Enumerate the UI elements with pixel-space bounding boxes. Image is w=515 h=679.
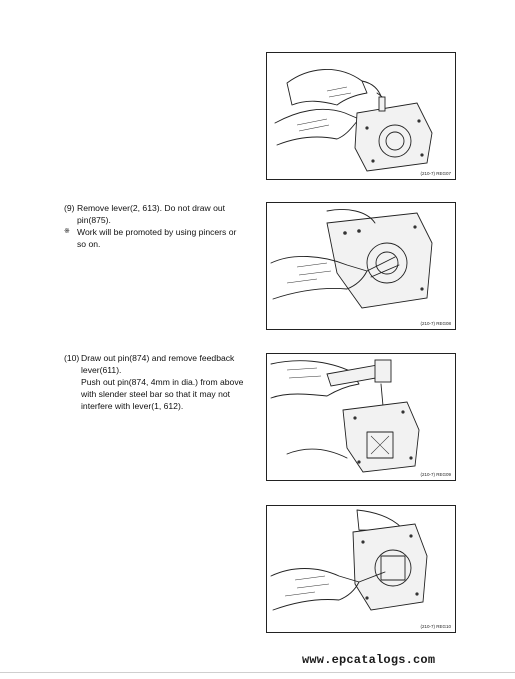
step-note bbox=[64, 226, 246, 250]
figure-caption: (210-7) REG07 bbox=[420, 171, 451, 176]
step-10 bbox=[64, 352, 246, 412]
figure-caption: (210-7) REG10 bbox=[420, 624, 451, 629]
note-mark: ※ bbox=[64, 228, 70, 235]
figure-remove-feedback-lever-illustration bbox=[266, 505, 456, 633]
note-text: Work will be promoted by using pincers or so on. bbox=[77, 227, 237, 249]
figure-caption: (210-7) REG08 bbox=[420, 321, 451, 326]
figure-pincers-illustration bbox=[266, 202, 456, 330]
hands-pump-block-drawing bbox=[267, 53, 455, 179]
step-number: (9) bbox=[64, 203, 75, 213]
figure-remove-lever-illustration bbox=[266, 52, 456, 180]
step-text: Draw out pin(874) and remove feedback lever(611). bbox=[81, 353, 235, 375]
footer-divider bbox=[0, 672, 515, 673]
step-text: Push out pin(874, 4mm in dia.) from above with slender steel bar so that it may not interfere with lever(1, 612). bbox=[81, 377, 244, 411]
hammer-steel-bar-drawing bbox=[267, 354, 455, 480]
hands-feedback-lever-drawing bbox=[267, 506, 455, 632]
footer-watermark-url: www.epcatalogs.com bbox=[302, 653, 436, 667]
step-9 bbox=[64, 202, 246, 250]
hands-pincers-drawing bbox=[267, 203, 455, 329]
step-number: (10) bbox=[64, 353, 80, 363]
step-text: Remove lever(2, 613). Do not draw out pin(875). bbox=[77, 203, 226, 225]
figure-caption: (210-7) REG09 bbox=[420, 472, 451, 477]
figure-hammer-illustration bbox=[266, 353, 456, 481]
